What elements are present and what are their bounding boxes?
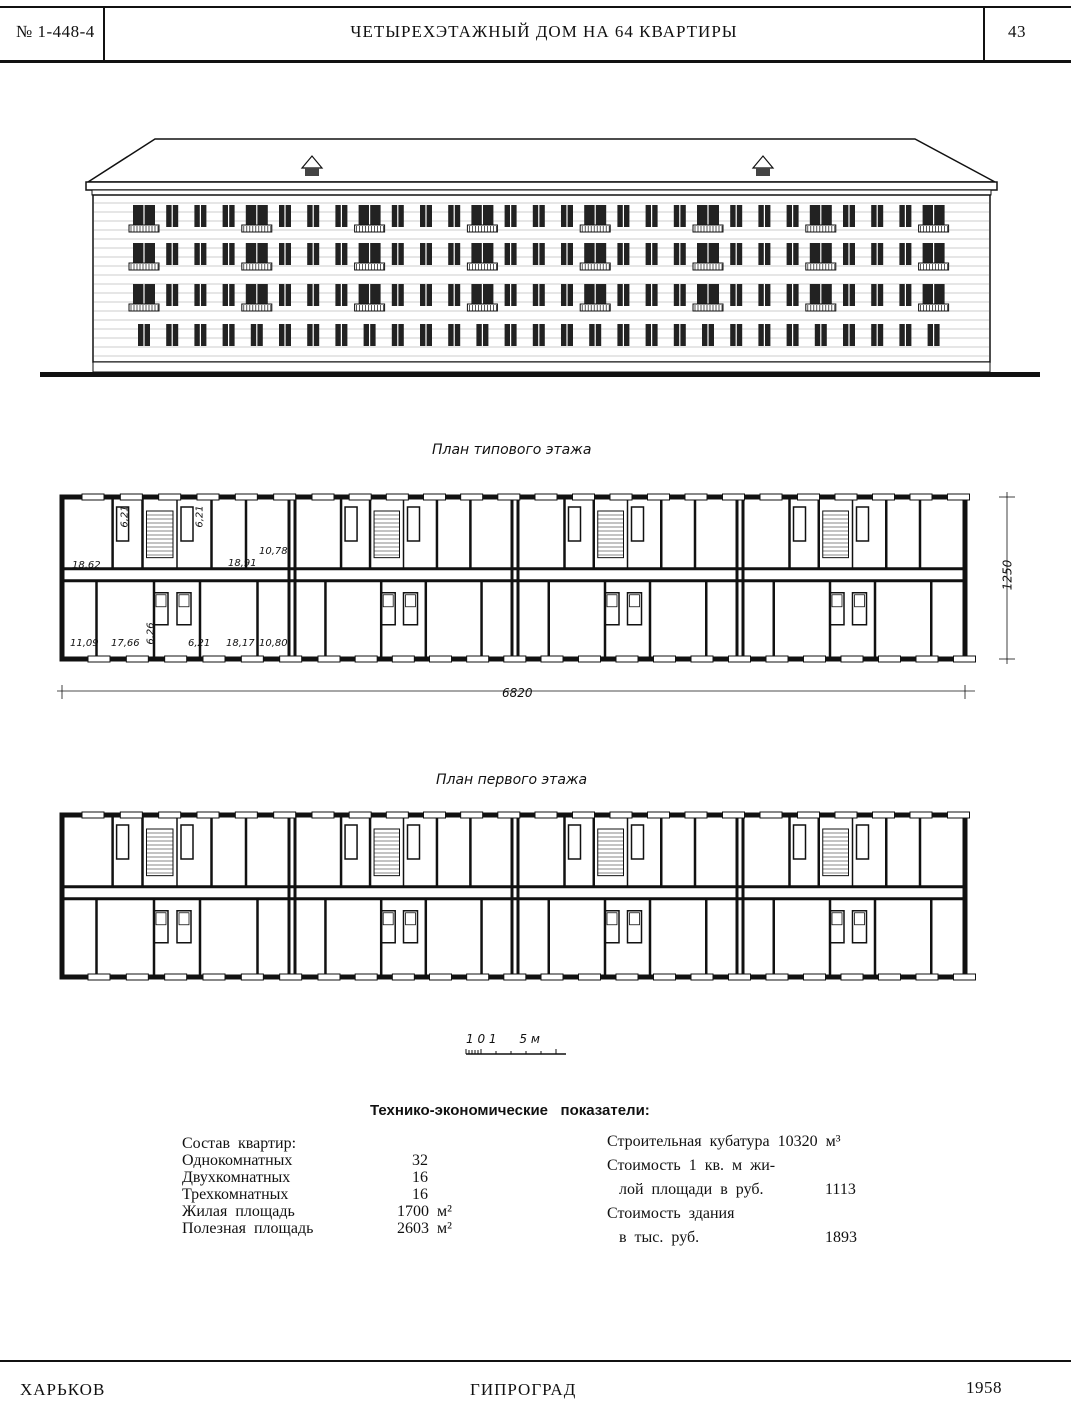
overall-width-dimension: 6820 — [502, 686, 533, 700]
plan-window — [729, 974, 751, 980]
plan-window — [197, 812, 219, 818]
room-area-label: 6,26 — [145, 622, 157, 645]
bathroom — [569, 825, 581, 859]
plan-window — [392, 974, 414, 980]
plan-window — [386, 812, 408, 818]
indicators-right-column — [607, 1133, 927, 1253]
footer-rule — [0, 1360, 1071, 1362]
indicator-row: Стоимость здания — [607, 1205, 735, 1222]
bathtub — [855, 913, 865, 925]
plan-window — [873, 812, 895, 818]
plan-window — [355, 974, 377, 980]
plan-window — [798, 812, 820, 818]
plan-window — [203, 974, 225, 980]
bathtub — [383, 913, 393, 925]
plan-window — [573, 812, 595, 818]
bathtub — [607, 913, 617, 925]
bathroom — [632, 825, 644, 859]
plan-window — [349, 812, 371, 818]
plan-window — [430, 974, 452, 980]
plan-window — [579, 974, 601, 980]
plan-window — [804, 974, 826, 980]
first-floor-plan-caption: План первого этажа — [436, 772, 588, 788]
indicator-row: Трехкомнатных 16 — [182, 1186, 428, 1203]
room-area-label: 11,09 — [70, 638, 99, 649]
plan-window — [910, 812, 932, 818]
room-area-label: 6,21 — [188, 638, 211, 649]
bathtub — [179, 913, 189, 925]
bathtub — [630, 913, 640, 925]
plan-window — [165, 974, 187, 980]
plan-window — [654, 974, 676, 980]
plan-window — [504, 974, 526, 980]
footer-publisher: ГИПРОГРАД — [470, 1380, 577, 1399]
plan-window — [88, 974, 110, 980]
plan-window — [841, 974, 863, 980]
plan-window — [723, 812, 745, 818]
plan-window — [541, 974, 563, 980]
indicator-row: Полезная площадь 2603 м² — [182, 1220, 452, 1237]
footer-city: ХАРЬКОВ — [20, 1380, 106, 1399]
plan-window — [954, 974, 976, 980]
plan-window — [159, 812, 181, 818]
indicators-left-column — [182, 1135, 502, 1237]
plan-window — [235, 812, 257, 818]
plan-window — [610, 812, 632, 818]
bathtub — [156, 913, 166, 925]
indicator-row: Жилая площадь 1700 м² — [182, 1203, 452, 1220]
plan-window — [835, 812, 857, 818]
staircase — [823, 829, 849, 876]
scale-bar — [466, 1046, 576, 1056]
indicators-title: Технико-экономические показатели: — [370, 1102, 650, 1119]
staircase — [598, 829, 624, 876]
plan-window — [916, 974, 938, 980]
room-area-label: 18,62 — [72, 560, 101, 571]
room-area-label: 10,80 — [259, 638, 288, 649]
room-area-label: 6,21 — [119, 505, 131, 528]
plan-window — [760, 812, 782, 818]
plan-window — [120, 812, 142, 818]
plan-window — [648, 812, 670, 818]
plan-window — [535, 812, 557, 818]
indicator-row: Двухкомнатных 16 — [182, 1169, 428, 1186]
plan-window — [280, 974, 302, 980]
plan-window — [467, 974, 489, 980]
plan-window — [766, 974, 788, 980]
bathroom — [408, 825, 420, 859]
room-area-label: 17,66 — [111, 638, 140, 649]
plan-window — [498, 812, 520, 818]
bathroom — [794, 825, 806, 859]
room-area-label: 6,21 — [194, 505, 206, 528]
bathtub — [832, 913, 842, 925]
series-number: № 1-448-4 — [16, 22, 95, 41]
typical-floor-plan-caption: План типового этажа — [432, 442, 592, 458]
page-title: ЧЕТЫРЕХЭТАЖНЫЙ ДОМ НА 64 КВАРТИРЫ — [350, 22, 738, 41]
indicator-row: Строительная кубатура 10320 м³ — [607, 1133, 841, 1150]
room-area-label: 10,78 — [259, 546, 288, 557]
plan-window — [82, 812, 104, 818]
plan-window — [241, 974, 263, 980]
overall-depth-dimension: 1250 — [1000, 559, 1015, 591]
plan-window — [461, 812, 483, 818]
indicator-row: лой площади в руб. 1113 — [607, 1181, 856, 1198]
staircase — [374, 829, 399, 876]
plan-window — [312, 812, 334, 818]
bathroom — [345, 825, 357, 859]
page-number: 43 — [1008, 22, 1026, 41]
scale-bar-label: 1 0 1 5 м — [466, 1032, 540, 1046]
plan-window — [424, 812, 446, 818]
bathroom — [181, 825, 193, 859]
plan-window — [274, 812, 296, 818]
bathtub — [406, 913, 416, 925]
footer-year: 1958 — [966, 1378, 1002, 1397]
room-area-label: 18,91 — [228, 558, 257, 569]
plan-window — [616, 974, 638, 980]
indicator-row: Однокомнатных 32 — [182, 1152, 428, 1169]
room-area-label: 18,17 — [226, 638, 255, 649]
bathroom — [857, 825, 869, 859]
plan-window — [879, 974, 901, 980]
plan-window — [685, 812, 707, 818]
indicator-row: Состав квартир: — [182, 1135, 297, 1152]
plan-window — [691, 974, 713, 980]
indicator-row: Стоимость 1 кв. м жи- — [607, 1157, 776, 1174]
plan-window — [318, 974, 340, 980]
staircase — [147, 829, 174, 876]
indicator-row: в тыс. руб. 1893 — [607, 1229, 857, 1246]
bathroom — [117, 825, 129, 859]
plan-window — [126, 974, 148, 980]
plan-window — [948, 812, 970, 818]
